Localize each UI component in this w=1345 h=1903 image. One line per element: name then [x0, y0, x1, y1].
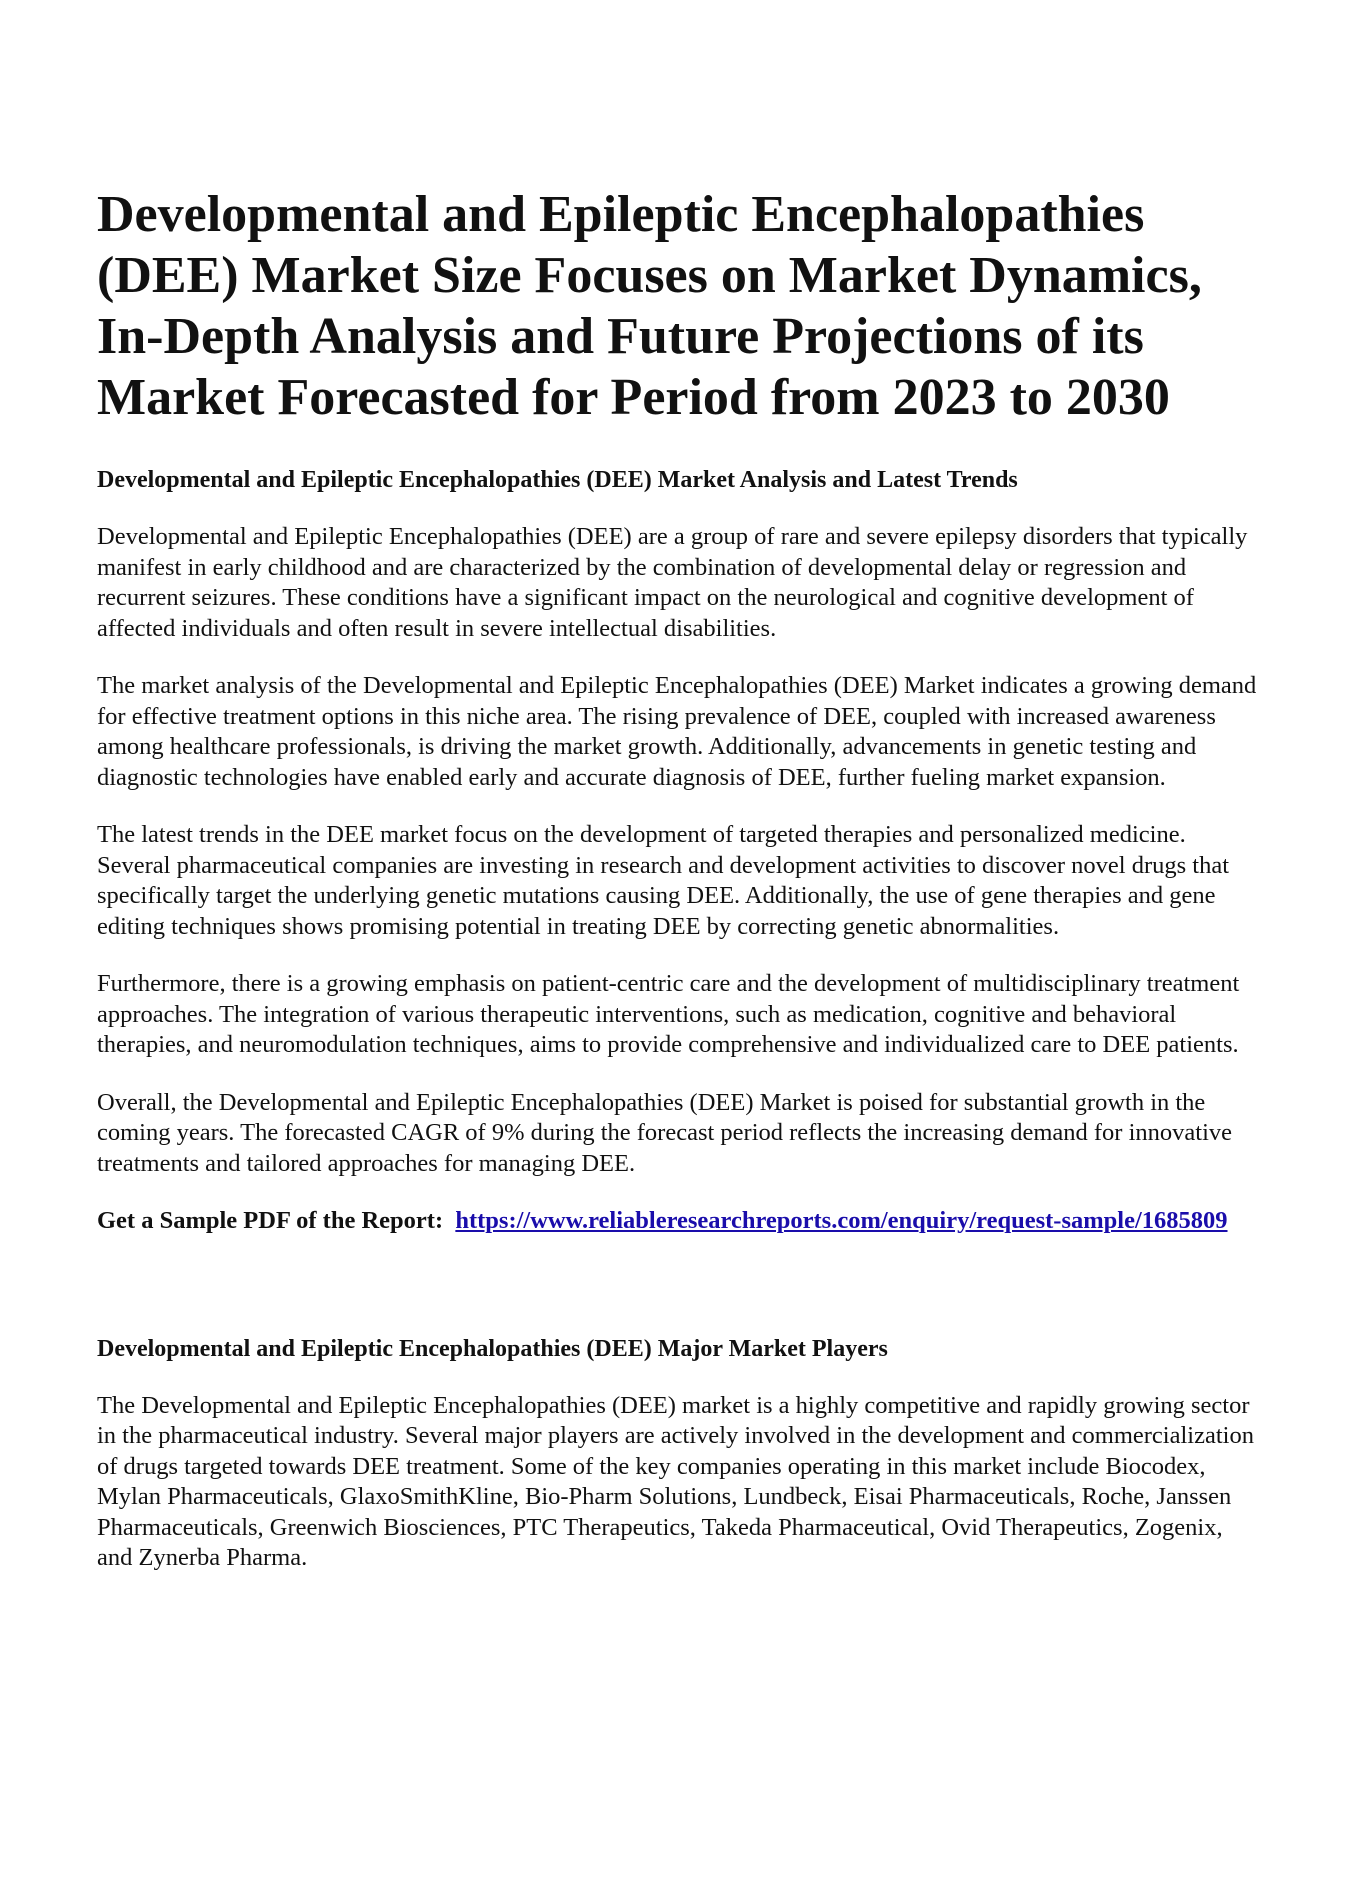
paragraph-patient-centric-care: Furthermore, there is a growing emphasis on patient-centric care and the development of multidisciplinary treatment approaches. The integration of various therapeutic interventions, such as medication, cognitive and behavioral therapies, and neuromodulation techniques, aims to provide comprehensive and individualized care to DEE patients.: [97, 970, 1240, 1058]
section-heading-analysis: Developmental and Epileptic Encephalopathies (DEE) Market Analysis and Latest Trends: [97, 467, 1018, 493]
paragraph-latest-trends: The latest trends in the DEE market focus on the development of targeted therapies and personalized medicine. Several pharmaceutical companies are investing in research and development activities to discover novel drugs that specifically target the underlying genetic mutations causing DEE. Additionally, the use of gene therapies and gene editing techniques shows promising potential in treating DEE by correcting genetic abnormalities.: [97, 821, 1230, 940]
paragraph-dee-overview: Developmental and Epileptic Encephalopathies (DEE) are a group of rare and severe epilepsy disorders that typically manifest in early childhood and are characterized by the combination of developmental delay or regression and recurrent seizures. These conditions have a significant impact on the neurological and cognitive development of affected individuals and often result in severe intellectual disabilities.: [97, 523, 1248, 642]
paragraph-market-outlook: Overall, the Developmental and Epileptic Encephalopathies (DEE) Market is poised for substantial growth in the coming years. The forecasted CAGR of 9% during the forecast period reflects the increasing demand for innovative treatments and tailored approaches for managing DEE.: [97, 1088, 1233, 1177]
document-title: Developmental and Epileptic Encephalopathies (DEE) Market Size Focuses on Market Dynamics, In-Depth Analysis and Future Projections of its Market Forecasted for Period from 2023 to 2030: [97, 186, 1202, 426]
sample-pdf-label: Get a Sample PDF of the Report:: [97, 1207, 444, 1234]
sample-pdf-line: [97, 1206, 1257, 1237]
sample-pdf-link[interactable]: https://www.reliableresearchreports.com/enquiry/request-sample/1685809: [455, 1207, 1228, 1234]
paragraph-market-analysis: The market analysis of the Developmental and Epileptic Encephalopathies (DEE) Market indicates a growing demand for effective treatment options in this niche area. The rising prevalence of DEE, coupled with increased awareness among healthcare professionals, is driving the market growth. Additionally, advancements in genetic testing and diagnostic technologies have enabled early and accurate diagnosis of DEE, further fueling market expansion.: [97, 672, 1257, 791]
paragraph-market-players: The Developmental and Epileptic Encephalopathies (DEE) market is a highly competitive and rapidly growing sector in the pharmaceutical industry. Several major players are actively involved in the development and commercialization of drugs targeted towards DEE treatment. Some of the key companies operating in this market include Biocodex, Mylan Pharmaceuticals, GlaxoSmithKline, Bio-Pharm Solutions, Lundbeck, Eisai Pharmaceuticals, Roche, Janssen Pharmaceuticals, Greenwich Biosciences, PTC Therapeutics, Takeda Pharmaceutical, Ovid Therapeutics, Zogenix, and Zynerba Pharma.: [97, 1391, 1254, 1571]
document-page: [97, 184, 1257, 1574]
section-heading-market-players: Developmental and Epileptic Encephalopathies (DEE) Major Market Players: [97, 1335, 888, 1362]
